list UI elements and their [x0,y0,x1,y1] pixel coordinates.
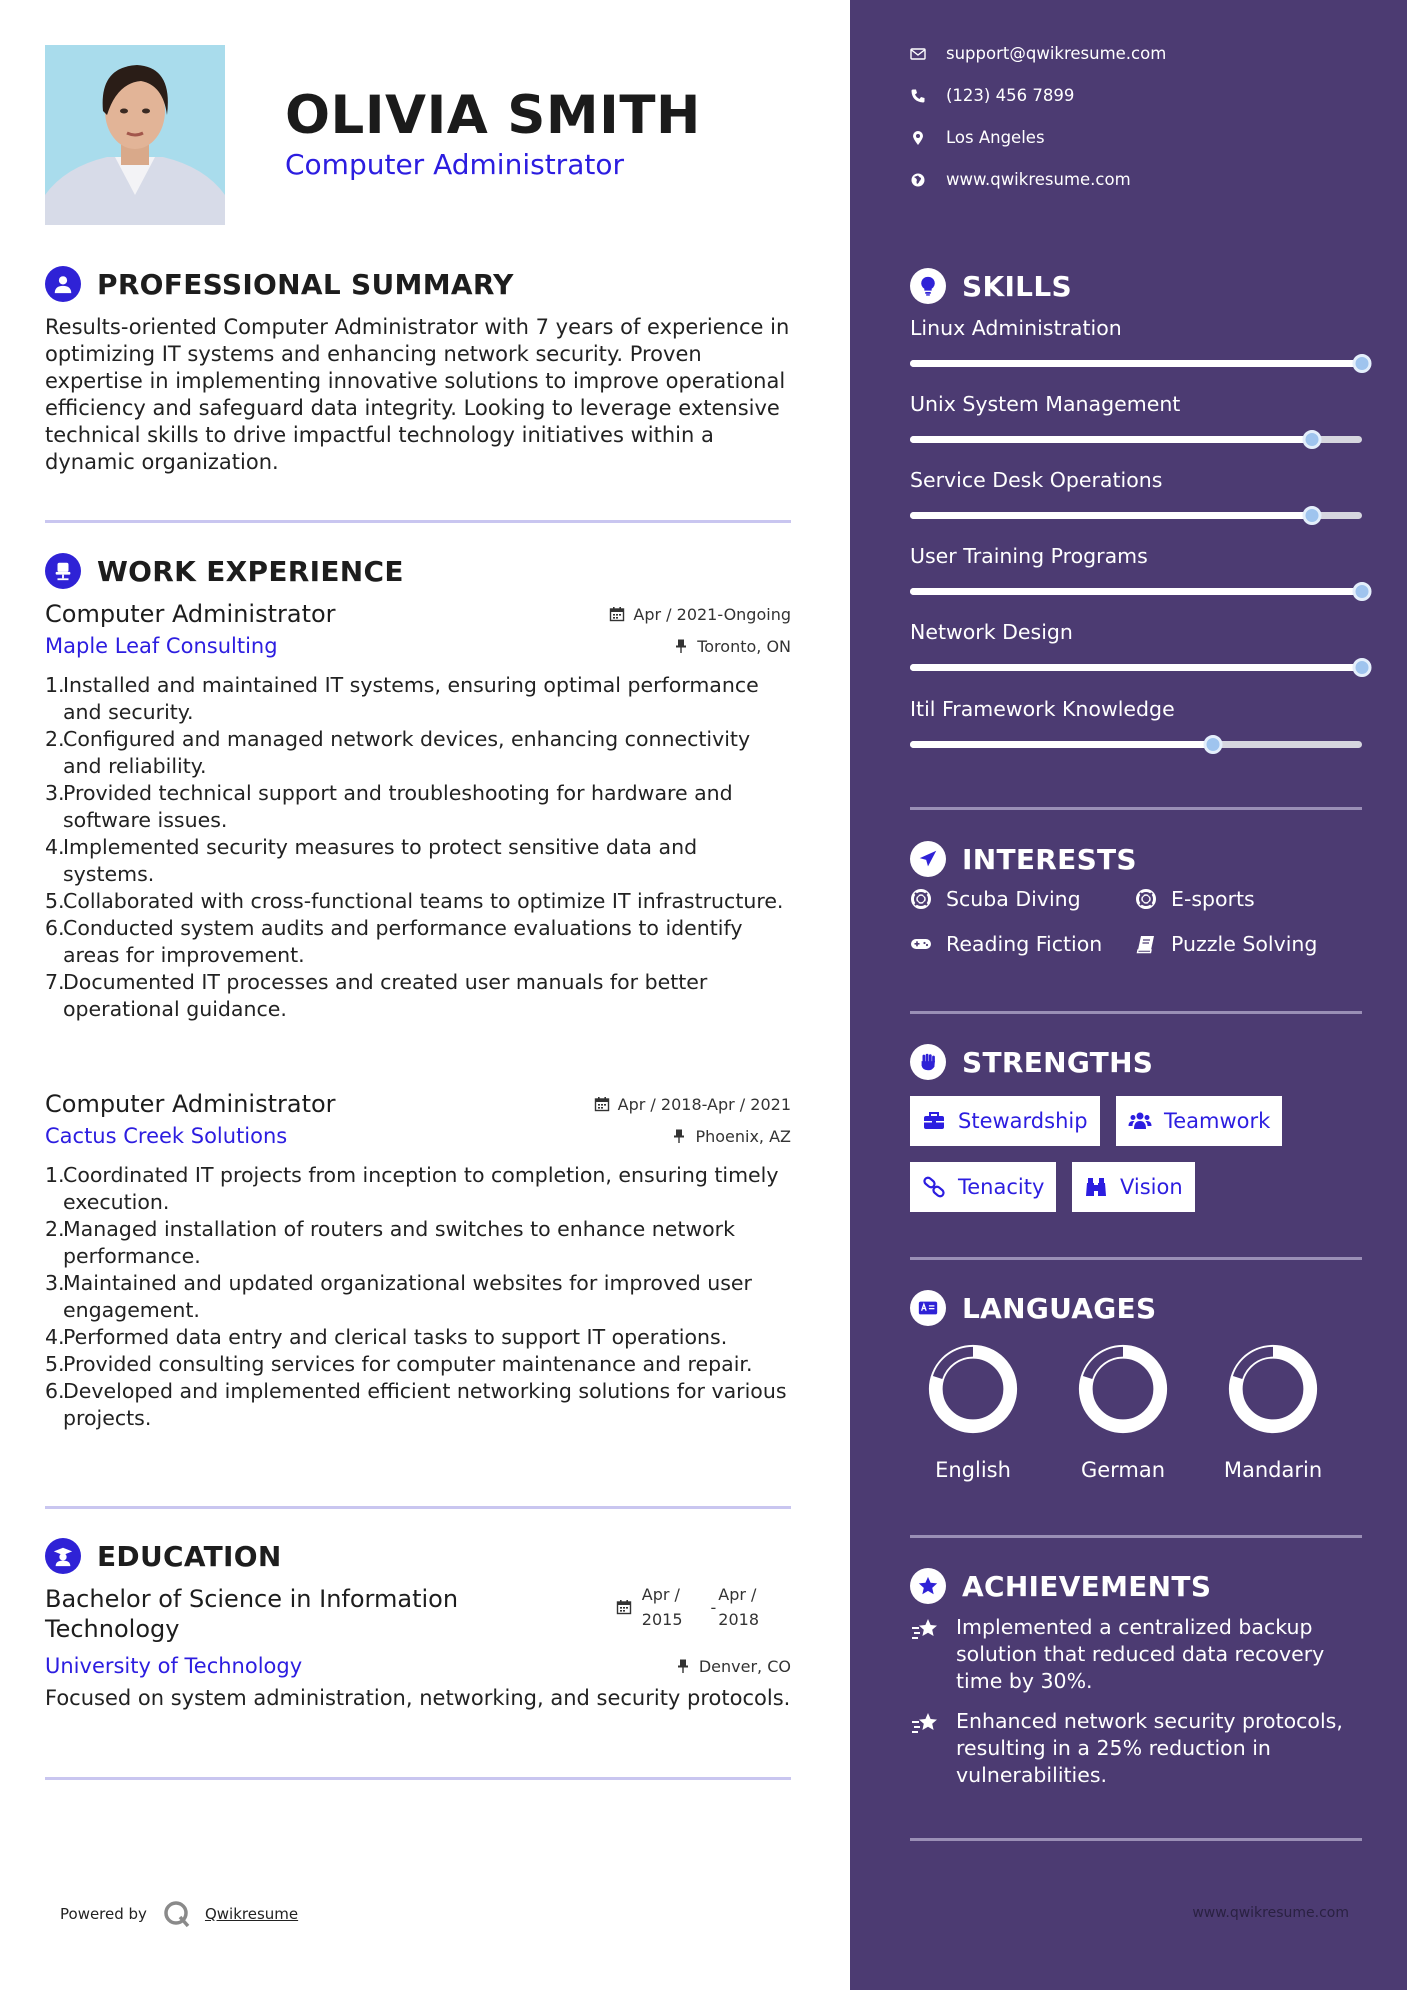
skill-name: User Training Programs [910,544,1148,568]
book-icon [1135,933,1157,955]
list-item: 1. Installed and maintained IT systems, ensuring optimal performance and security. [45,673,759,724]
strength-tag [1116,1096,1282,1146]
education-school: University of Technology [45,1654,303,1678]
strength-tag [910,1162,1056,1212]
interests-heading [910,841,1137,877]
skill-bar-fill [910,512,1312,519]
section-divider [45,520,791,523]
skill-name: Network Design [910,620,1073,644]
globe-icon [910,172,926,188]
powered-by [60,1900,298,1928]
skill-bar [910,588,1362,595]
interest-item [1135,887,1255,911]
experience-heading [45,553,404,589]
job-company: Cactus Creek Solutions [45,1124,288,1148]
list-item: 2. Managed installation of routers and switches to enhance network performance. [45,1217,735,1268]
user-icon [45,266,81,302]
education-end-month: Apr / [718,1585,757,1604]
users-icon [1128,1109,1152,1133]
list-item: 4. Implemented security measures to protect sensitive data and systems. [45,835,698,886]
job-dates-text: Apr / 2018-Apr / 2021 [617,1094,791,1114]
contact-phone-text: (123) 456 7899 [946,86,1075,105]
link-icon [922,1175,946,1199]
calendar-icon [609,606,625,622]
skill-bar-fill [910,664,1362,671]
achievement-text: Implemented a centralized backup solution that reduced data recovery time by 30%. [956,1615,1325,1693]
skill-bar [910,664,1362,671]
shooting-star-icon [910,1710,940,1740]
phone-icon [910,88,926,104]
education-title: EDUCATION [97,1539,282,1573]
interest-item [1135,932,1317,956]
skill-name: Linux Administration [910,316,1122,340]
job-position: Computer Administrator [45,600,336,628]
lifebuoy-icon [910,888,932,910]
section-divider [910,807,1362,810]
interests-title: INTERESTS [962,842,1137,876]
job-location [673,637,791,656]
job-entry [45,600,791,1023]
education-entry [45,1584,791,1710]
job-location-text: Phoenix, AZ [695,1126,791,1146]
job-position: Computer Administrator [45,1090,336,1118]
skills-title: SKILLS [962,269,1072,303]
language-item [1208,1340,1338,1482]
language-proficiency-ring [1224,1340,1322,1438]
strength-label: Teamwork [1164,1109,1271,1133]
education-dates [616,1582,791,1632]
job-company: Maple Leaf Consulting [45,634,278,658]
lifebuoy-icon [1135,888,1157,910]
interest-label: E-sports [1171,887,1255,911]
achievement-item [910,1708,1370,1789]
list-item: 2. Configured and managed network devices, enhancing connectivity and reliability. [45,727,751,778]
education-date-separator: - [710,1597,717,1617]
skills-heading [910,268,1072,304]
summary-title: PROFESSIONAL SUMMARY [97,267,514,301]
job-location-text: Toronto, ON [697,636,791,656]
experience-title: WORK EXPERIENCE [97,554,404,588]
list-item: 6. Developed and implemented efficient networking solutions for various projects. [45,1379,787,1430]
lightbulb-icon [910,268,946,304]
skill-bar [910,360,1362,367]
skill-item [910,544,1362,595]
job-dates-text: Apr / 2021-Ongoing [633,604,791,624]
chair-icon [45,553,81,589]
binoculars-icon [1084,1175,1108,1199]
calendar-icon [616,1599,632,1615]
skill-bar-knob [1353,658,1372,677]
envelope-icon [910,46,926,62]
skill-name: Unix System Management [910,392,1181,416]
strength-label: Tenacity [958,1175,1045,1199]
strength-label: Stewardship [958,1109,1088,1133]
profile-photo [45,45,225,225]
language-item [1058,1340,1188,1482]
contact-website-text: www.qwikresume.com [946,170,1131,189]
education-location [675,1657,791,1676]
interest-label: Reading Fiction [946,932,1103,956]
skill-bar-knob [1203,735,1222,754]
skill-item [910,697,1362,748]
section-divider [910,1838,1362,1841]
map-marker-icon [910,130,926,146]
pin-icon [675,1658,691,1674]
interest-label: Puzzle Solving [1171,932,1318,956]
skill-name: Service Desk Operations [910,468,1163,492]
job-dates [609,605,791,624]
section-divider [910,1011,1362,1014]
achievement-text: Enhanced network security protocols, resulting in a 25% reduction in vulnerabilities. [956,1709,1343,1787]
job-location [671,1127,791,1146]
education-start-month: Apr / [641,1585,680,1604]
interest-item [910,932,1102,956]
contact-location-text: Los Angeles [946,128,1045,147]
language-item [908,1340,1038,1482]
section-divider [910,1257,1362,1260]
section-divider [910,1535,1362,1538]
skill-bar [910,741,1362,748]
star-badge-icon [910,1568,946,1604]
list-item: 5. Provided consulting services for computer maintenance and repair. [45,1352,753,1376]
skill-bar-fill [910,436,1312,443]
language-name: English [935,1458,1011,1482]
language-icon [910,1290,946,1326]
summary-heading [45,266,514,302]
contact-website[interactable] [910,170,1131,189]
list-item: 4. Performed data entry and clerical tasks to support IT operations. [45,1325,728,1349]
pin-icon [671,1128,687,1144]
job-bullets [45,672,791,1023]
achievement-item [910,1614,1370,1695]
footer-website[interactable]: www.qwikresume.com [1192,1905,1349,1921]
strength-tag [1072,1162,1195,1212]
skill-item [910,468,1362,519]
education-location-text: Denver, CO [698,1656,791,1676]
contact-email-text: support@qwikresume.com [946,44,1167,63]
sidebar [850,0,1407,1990]
achievements-heading [910,1568,1211,1604]
powered-by-label: Powered by [60,1905,147,1923]
skill-name: Itil Framework Knowledge [910,697,1175,721]
strength-label: Vision [1120,1175,1183,1199]
contact-location [910,128,1045,147]
strength-tag [910,1096,1100,1146]
contact-phone[interactable] [910,86,1074,105]
list-item: 3. Provided technical support and troubleshooting for hardware and software issues. [45,781,733,832]
language-name: German [1080,1458,1166,1482]
list-item: 5. Collaborated with cross-functional teams to optimize IT infrastructure. [45,889,784,913]
interest-label: Scuba Diving [946,887,1081,911]
skill-item [910,392,1362,443]
skill-bar-fill [910,741,1213,748]
skill-item [910,620,1362,671]
list-item: 1. Coordinated IT projects from inception to completion, ensuring timely execution. [45,1163,779,1214]
skill-bar [910,512,1362,519]
qwikresume-link[interactable]: Qwikresume [204,1905,299,1923]
strengths-title: STRENGTHS [962,1045,1154,1079]
strengths-heading [910,1044,1153,1080]
skill-bar-knob [1303,506,1322,525]
language-name: Mandarin [1223,1458,1323,1482]
calendar-icon [594,1096,610,1112]
skill-bar-fill [910,588,1362,595]
skill-item [910,316,1362,367]
education-end-year: 2018 [718,1610,759,1629]
skill-bar-knob [1303,430,1322,449]
job-bullets [45,1162,791,1432]
skill-bar-knob [1353,354,1372,373]
list-item: 6. Conducted system audits and performance evaluations to identify areas for improvement. [45,916,743,967]
job-dates [594,1095,791,1114]
graduate-icon [45,1538,81,1574]
skill-bar-knob [1353,582,1372,601]
section-divider [45,1506,791,1509]
contact-email[interactable] [910,44,1166,63]
summary-text: Results-oriented Computer Administrator with 7 years of experience in optimizing IT systems and enhancing network security. Proven expertise in implementing innovative solutions to improve operational efficiency and safeguard data integrity. Looking to leverage extensive technical skills to drive impactful technology initiatives within a dynamic organization. [45,315,790,474]
interest-item [910,887,1081,911]
skill-bar [910,436,1362,443]
fist-icon [910,1044,946,1080]
shooting-star-icon [910,1616,940,1646]
education-start-year: 2015 [641,1610,683,1629]
pin-icon [673,638,689,654]
skill-bar-fill [910,360,1362,367]
list-item: 7. Documented IT processes and created user manuals for better operational guidance. [45,970,708,1021]
languages-heading [910,1290,1156,1326]
job-entry [45,1090,791,1432]
qwikresume-logo-icon [163,1900,191,1928]
list-item: 3. Maintained and updated organizational websites for improved user engagement. [45,1271,752,1322]
section-divider [45,1777,791,1780]
paper-plane-icon [910,841,946,877]
education-degree: Bachelor of Science in Information Technology [45,1585,459,1643]
education-heading [45,1538,282,1574]
candidate-title: Computer Administrator [285,148,624,181]
achievements-title: ACHIEVEMENTS [962,1569,1212,1603]
languages-title: LANGUAGES [962,1291,1157,1325]
language-proficiency-ring [1074,1340,1172,1438]
education-description: Focused on system administration, networking, and security protocols. [45,1686,791,1710]
candidate-name: OLIVIA SMITH [285,85,701,146]
language-proficiency-ring [924,1340,1022,1438]
gamepad-icon [910,933,932,955]
briefcase-icon [922,1109,946,1133]
